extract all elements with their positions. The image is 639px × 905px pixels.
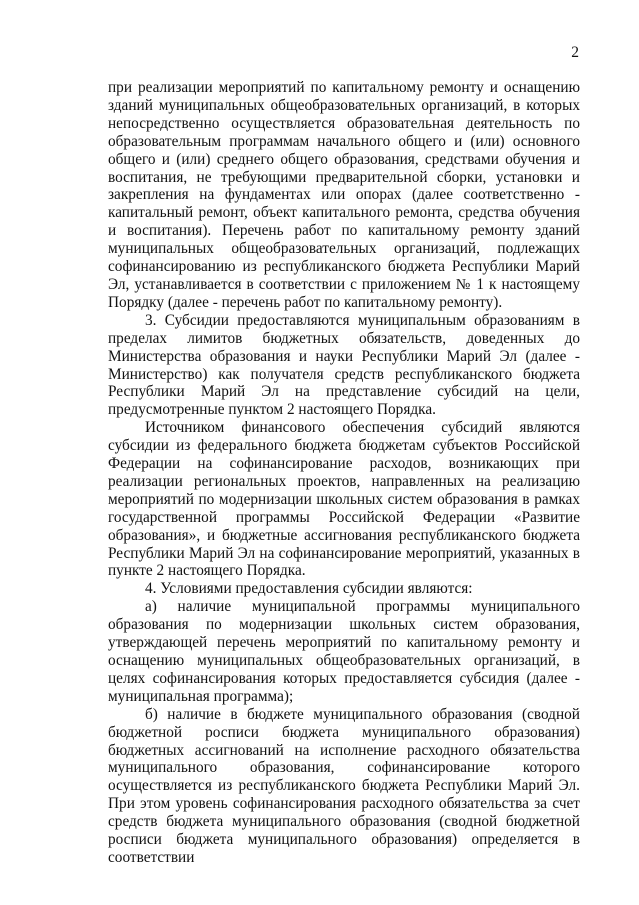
paragraph-condition-a: а) наличие муниципальной программы муниципального образования по модернизации школьных систем образования, утверждающей перечень мероприятий по капитальному ремонту и оснащению муниципальных общеобразовательных организаций, в целях софинансирования которых предоставляется субсидия (далее - муниципальная программа); [108,598,580,705]
paragraph-capital-repair-definition: при реализации мероприятий по капитальному ремонту и оснащению зданий муниципальных общеобразовательных организаций, в которых непосредственно осуществляется образовательная деятельность по образовательным программам начального общего и (или) основного общего и (или) среднего общего образования, средствами обучения и воспитания, не требующими предварительной сборки, установки и закрепления на фундаментах или опорах (далее соответственно - капитальный ремонт, объект капитального ремонта, средства обучения и воспитания). Перечень работ по капитальному ремонту зданий муниципальных общеобразовательных организаций, подлежащих софинансированию из республиканского бюджета Республики Марий Эл, устанавливается в соответствии с приложением № 1 к настоящему Порядку (далее - перечень работ по капитальному ремонту). [108,79,580,311]
page-number: 2 [571,44,579,61]
paragraph-condition-b: б) наличие в бюджете муниципального образования (сводной бюджетной росписи бюджета муниципального образования) бюджетных ассигнований на исполнение расходного обязательства муниципального образования, софинансирование которого осуществляется из республиканского бюджета Республики Марий Эл. При этом уровень софинансирования расходного обязательства за счет средств бюджета муниципального образования (сводной бюджетной росписи бюджета муниципального образования) определяется в соответствии [108,705,580,866]
paragraph-funding-source: Источником финансового обеспечения субсидий являются субсидии из федерального бюджета бюджетам субъектов Российской Федерации на софинансирование расходов, возникающих при реализации региональных проектов, направленных на реализацию мероприятий по модернизации школьных систем образования в рамках государственной программы Российской Федерации «Развитие образования», и бюджетные ассигнования республиканского бюджета Республики Марий Эл на софинансирование мероприятий, указанных в пункте 2 настоящего Порядка. [108,419,580,580]
document-body [108,79,580,867]
paragraph-clause-3: 3. Субсидии предоставляются муниципальным образованиям в пределах лимитов бюджетных обязательств, доведенных до Министерства образования и науки Республики Марий Эл (далее - Министерство) как получателя средств республиканского бюджета Республики Марий Эл на представление субсидий на цели, предусмотренные пунктом 2 настоящего Порядка. [108,311,580,419]
paragraph-clause-4: 4. Условиями предоставления субсидии являются: [145,580,473,598]
